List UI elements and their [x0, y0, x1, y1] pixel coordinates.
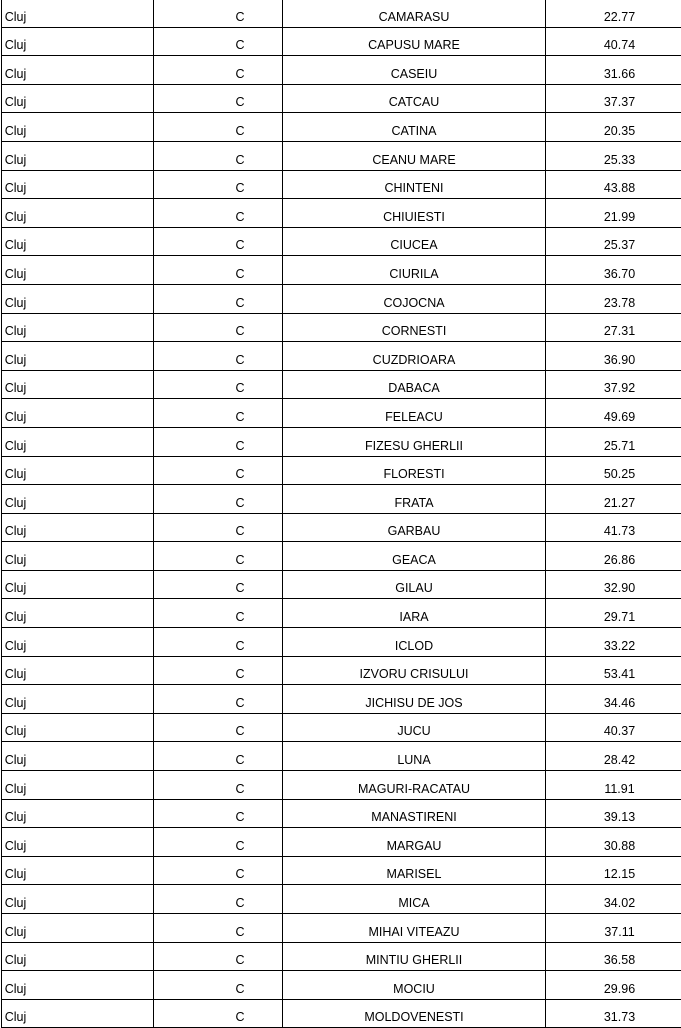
table-row [2, 999, 681, 1028]
municipality-cell: MARISEL [283, 856, 546, 885]
county-cell: Cluj [2, 742, 154, 771]
type-cell: C [154, 27, 283, 56]
county-cell: Cluj [2, 427, 154, 456]
municipality-cell: MOCIU [283, 971, 546, 1000]
value-cell: 49.69 [546, 399, 681, 428]
municipality-cell: FRATA [283, 485, 546, 514]
type-cell: C [154, 84, 283, 113]
county-cell: Cluj [2, 713, 154, 742]
type-cell: C [154, 284, 283, 313]
value-cell: 50.25 [546, 456, 681, 485]
value-cell: 43.88 [546, 170, 681, 199]
municipality-cell: CIUCEA [283, 227, 546, 256]
municipality-cell: COJOCNA [283, 284, 546, 313]
municipality-cell: MIHAI VITEAZU [283, 914, 546, 943]
county-cell: Cluj [2, 313, 154, 342]
value-cell: 31.66 [546, 56, 681, 85]
county-cell: Cluj [2, 56, 154, 85]
type-cell: C [154, 771, 283, 800]
municipality-cell: IARA [283, 599, 546, 628]
type-cell: C [154, 599, 283, 628]
table-row [2, 971, 681, 1000]
table-row [2, 313, 681, 342]
table-row [2, 84, 681, 113]
county-cell: Cluj [2, 342, 154, 371]
value-cell: 25.71 [546, 427, 681, 456]
value-cell: 11.91 [546, 771, 681, 800]
value-cell: 25.37 [546, 227, 681, 256]
value-cell: 22.77 [546, 0, 681, 27]
type-cell: C [154, 914, 283, 943]
municipality-cell: IZVORU CRISULUI [283, 656, 546, 685]
municipality-cell: ICLOD [283, 628, 546, 657]
table-row [2, 828, 681, 857]
municipality-cell: MARGAU [283, 828, 546, 857]
type-cell: C [154, 828, 283, 857]
municipality-cell: FIZESU GHERLII [283, 427, 546, 456]
municipality-cell: CIURILA [283, 256, 546, 285]
municipality-cell: CATINA [283, 113, 546, 142]
value-cell: 28.42 [546, 742, 681, 771]
type-cell: C [154, 485, 283, 514]
county-cell: Cluj [2, 971, 154, 1000]
table-row [2, 399, 681, 428]
table-row [2, 427, 681, 456]
type-cell: C [154, 370, 283, 399]
municipality-cell: GILAU [283, 570, 546, 599]
municipality-cell: CASEIU [283, 56, 546, 85]
municipality-cell: FLORESTI [283, 456, 546, 485]
value-cell: 36.58 [546, 942, 681, 971]
value-cell: 37.92 [546, 370, 681, 399]
value-cell: 53.41 [546, 656, 681, 685]
value-cell: 32.90 [546, 570, 681, 599]
county-cell: Cluj [2, 599, 154, 628]
table-row [2, 542, 681, 571]
municipality-cell: MINTIU GHERLII [283, 942, 546, 971]
table-row [2, 685, 681, 714]
municipality-cell: DABACA [283, 370, 546, 399]
value-cell: 41.73 [546, 513, 681, 542]
type-cell: C [154, 542, 283, 571]
county-cell: Cluj [2, 227, 154, 256]
table-row [2, 799, 681, 828]
table-row [2, 256, 681, 285]
county-cell: Cluj [2, 570, 154, 599]
type-cell: C [154, 199, 283, 228]
value-cell: 33.22 [546, 628, 681, 657]
value-cell: 39.13 [546, 799, 681, 828]
table-row [2, 513, 681, 542]
municipality-cell: CAMARASU [283, 0, 546, 27]
table-row [2, 227, 681, 256]
municipality-cell: CAPUSU MARE [283, 27, 546, 56]
type-cell: C [154, 799, 283, 828]
table-row [2, 742, 681, 771]
type-cell: C [154, 713, 283, 742]
county-cell: Cluj [2, 170, 154, 199]
municipality-cell: LUNA [283, 742, 546, 771]
municipality-cell: MAGURI-RACATAU [283, 771, 546, 800]
municipality-cell: FELEACU [283, 399, 546, 428]
type-cell: C [154, 971, 283, 1000]
value-cell: 23.78 [546, 284, 681, 313]
table-row [2, 170, 681, 199]
value-cell: 40.37 [546, 713, 681, 742]
data-table [1, 0, 681, 1028]
value-cell: 29.96 [546, 971, 681, 1000]
value-cell: 37.11 [546, 914, 681, 943]
table-row [2, 342, 681, 371]
county-cell: Cluj [2, 284, 154, 313]
county-cell: Cluj [2, 942, 154, 971]
table-row [2, 485, 681, 514]
value-cell: 26.86 [546, 542, 681, 571]
type-cell: C [154, 685, 283, 714]
municipality-cell: GEACA [283, 542, 546, 571]
county-cell: Cluj [2, 27, 154, 56]
table-row [2, 27, 681, 56]
table-row [2, 599, 681, 628]
value-cell: 27.31 [546, 313, 681, 342]
value-cell: 34.46 [546, 685, 681, 714]
type-cell: C [154, 885, 283, 914]
type-cell: C [154, 256, 283, 285]
value-cell: 20.35 [546, 113, 681, 142]
value-cell: 37.37 [546, 84, 681, 113]
municipality-cell: CUZDRIOARA [283, 342, 546, 371]
table-row [2, 713, 681, 742]
table-row [2, 456, 681, 485]
table-row [2, 113, 681, 142]
county-cell: Cluj [2, 656, 154, 685]
table-row [2, 0, 681, 27]
table-row [2, 942, 681, 971]
county-cell: Cluj [2, 256, 154, 285]
county-cell: Cluj [2, 0, 154, 27]
county-cell: Cluj [2, 141, 154, 170]
table-row [2, 628, 681, 657]
table-row [2, 199, 681, 228]
county-cell: Cluj [2, 84, 154, 113]
type-cell: C [154, 656, 283, 685]
type-cell: C [154, 570, 283, 599]
type-cell: C [154, 456, 283, 485]
type-cell: C [154, 56, 283, 85]
value-cell: 40.74 [546, 27, 681, 56]
county-cell: Cluj [2, 485, 154, 514]
type-cell: C [154, 628, 283, 657]
county-cell: Cluj [2, 542, 154, 571]
table-row [2, 141, 681, 170]
municipality-cell: MICA [283, 885, 546, 914]
type-cell: C [154, 427, 283, 456]
municipality-cell: CORNESTI [283, 313, 546, 342]
county-cell: Cluj [2, 685, 154, 714]
municipality-cell: GARBAU [283, 513, 546, 542]
table-row [2, 370, 681, 399]
type-cell: C [154, 399, 283, 428]
county-cell: Cluj [2, 999, 154, 1028]
county-cell: Cluj [2, 370, 154, 399]
municipality-cell: CATCAU [283, 84, 546, 113]
county-cell: Cluj [2, 199, 154, 228]
table-row [2, 570, 681, 599]
table-row [2, 284, 681, 313]
county-cell: Cluj [2, 113, 154, 142]
value-cell: 21.99 [546, 199, 681, 228]
type-cell: C [154, 742, 283, 771]
county-cell: Cluj [2, 799, 154, 828]
type-cell: C [154, 313, 283, 342]
value-cell: 29.71 [546, 599, 681, 628]
municipality-cell: MANASTIRENI [283, 799, 546, 828]
county-cell: Cluj [2, 771, 154, 800]
table-row [2, 56, 681, 85]
value-cell: 34.02 [546, 885, 681, 914]
county-cell: Cluj [2, 456, 154, 485]
type-cell: C [154, 999, 283, 1028]
municipality-cell: CHINTENI [283, 170, 546, 199]
type-cell: C [154, 170, 283, 199]
county-cell: Cluj [2, 628, 154, 657]
county-cell: Cluj [2, 856, 154, 885]
value-cell: 36.70 [546, 256, 681, 285]
type-cell: C [154, 141, 283, 170]
type-cell: C [154, 856, 283, 885]
value-cell: 21.27 [546, 485, 681, 514]
type-cell: C [154, 113, 283, 142]
municipality-cell: CEANU MARE [283, 141, 546, 170]
table-row [2, 885, 681, 914]
type-cell: C [154, 513, 283, 542]
municipality-cell: JICHISU DE JOS [283, 685, 546, 714]
county-cell: Cluj [2, 828, 154, 857]
county-cell: Cluj [2, 513, 154, 542]
value-cell: 30.88 [546, 828, 681, 857]
table-row [2, 656, 681, 685]
table-row [2, 771, 681, 800]
table-row [2, 856, 681, 885]
county-cell: Cluj [2, 399, 154, 428]
value-cell: 12.15 [546, 856, 681, 885]
table-body [2, 0, 681, 1028]
county-cell: Cluj [2, 885, 154, 914]
type-cell: C [154, 0, 283, 27]
type-cell: C [154, 342, 283, 371]
table-row [2, 914, 681, 943]
type-cell: C [154, 227, 283, 256]
county-cell: Cluj [2, 914, 154, 943]
municipality-cell: MOLDOVENESTI [283, 999, 546, 1028]
value-cell: 36.90 [546, 342, 681, 371]
value-cell: 31.73 [546, 999, 681, 1028]
municipality-cell: CHIUIESTI [283, 199, 546, 228]
type-cell: C [154, 942, 283, 971]
value-cell: 25.33 [546, 141, 681, 170]
municipality-cell: JUCU [283, 713, 546, 742]
